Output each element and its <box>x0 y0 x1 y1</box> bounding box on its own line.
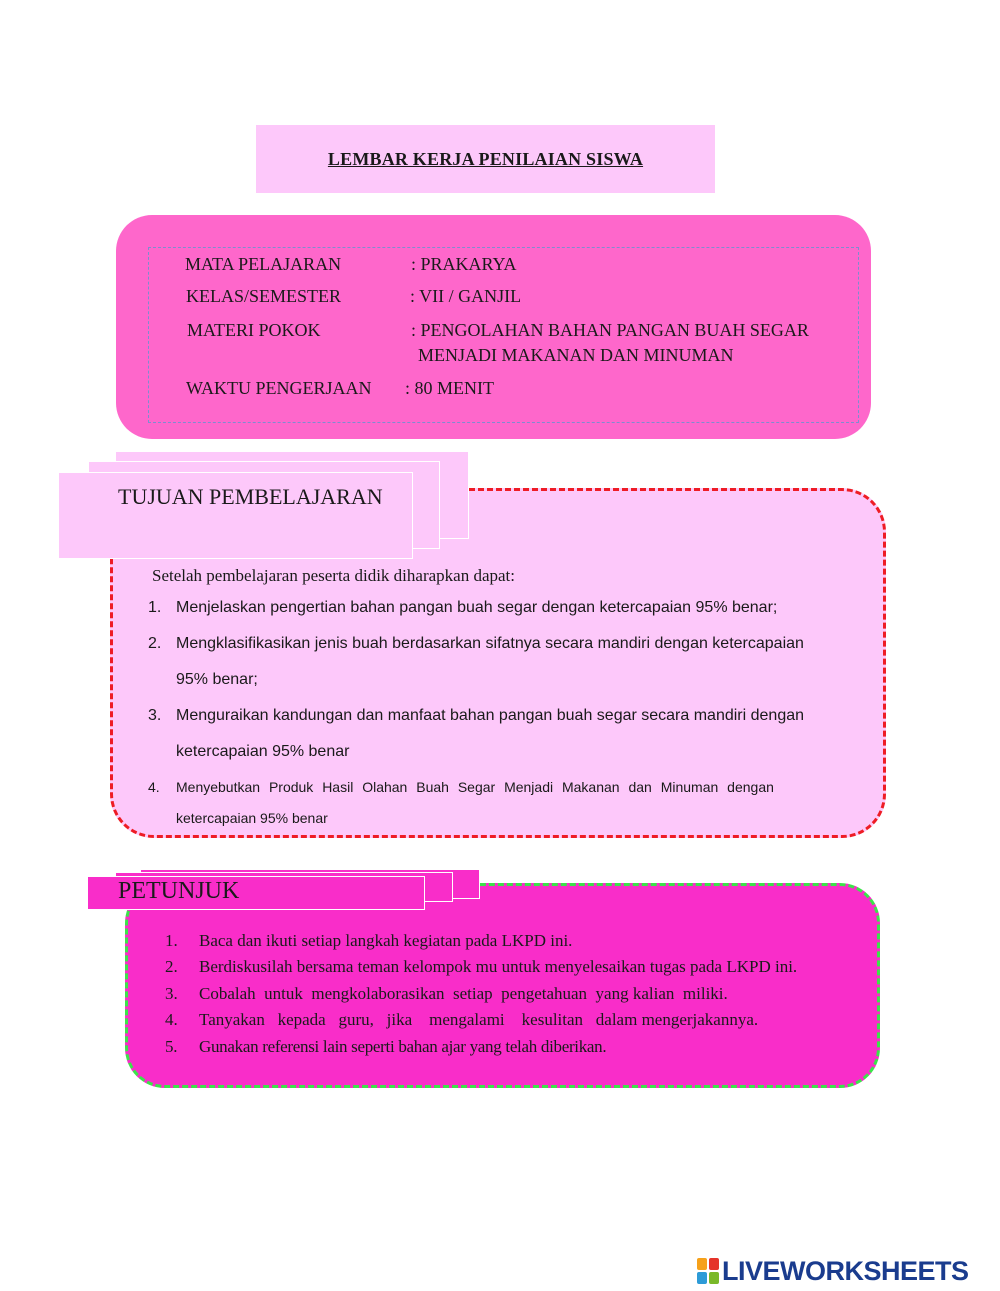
objectives-heading: TUJUAN PEMBELAJARAN <box>118 484 383 509</box>
logo-text: LIVEWORKSHEETS <box>722 1255 969 1286</box>
info-value: : PENGOLAHAN BAHAN PANGAN BUAH SEGAR <box>411 320 809 340</box>
list-text-continued: ketercapaian 95% benar <box>176 743 350 760</box>
liveworksheets-logo[interactable] <box>697 1256 969 1286</box>
list-number: 1. <box>165 931 178 950</box>
list-number: 3. <box>148 707 162 724</box>
list-number: 3. <box>165 984 178 1003</box>
info-value: : PRAKARYA <box>411 254 517 274</box>
list-text: Gunakan referensi lain seperti bahan ajar yang telah diberikan. <box>199 1037 607 1056</box>
list-text: Mengklasifikasikan jenis buah berdasarkan sifatnya secara mandiri dengan ketercapaian <box>176 635 804 652</box>
objectives-intro: Setelah pembelajaran peserta didik diharapkan dapat: <box>152 566 515 585</box>
info-value: : VII / GANJIL <box>410 286 522 306</box>
list-number: 2. <box>148 635 162 652</box>
list-text-continued: 95% benar; <box>176 671 258 688</box>
info-label: KELAS/SEMESTER <box>186 286 342 306</box>
list-number: 2. <box>165 957 178 976</box>
list-text: Menguraikan kandungan dan manfaat bahan pangan buah segar secara mandiri dengan <box>176 707 805 724</box>
info-value: : 80 MENIT <box>405 378 494 398</box>
info-label: MATERI POKOK <box>187 320 321 340</box>
instructions-heading: PETUNJUK <box>118 878 240 904</box>
list-text: Berdiskusilah bersama teman kelompok mu untuk menyelesaikan tugas pada LKPD ini. <box>199 957 798 976</box>
list-text: Tanyakan kepada guru, jika mengalami kesulitan dalam mengerjakannya. <box>199 1010 759 1029</box>
list-text: Baca dan ikuti setiap langkah kegiatan pada LKPD ini. <box>199 931 573 950</box>
list-text: Menjelaskan pengertian bahan pangan buah segar dengan ketercapaian 95% benar; <box>176 599 778 616</box>
info-label: WAKTU PENGERJAAN <box>186 378 372 398</box>
list-text: Cobalah untuk mengkolaborasikan setiap pengetahuan yang kalian miliki. <box>199 984 728 1003</box>
list-text: Menyebutkan Produk Hasil Olahan Buah Segar Menjadi Makanan dan Minuman dengan <box>176 779 774 795</box>
info-label: MATA PELAJARAN <box>185 254 342 274</box>
logo-mark-icon <box>697 1258 719 1284</box>
list-text-continued: ketercapaian 95% benar <box>176 810 328 826</box>
list-number: 4. <box>165 1010 178 1029</box>
page-title: LEMBAR KERJA PENILAIAN SISWA <box>327 148 644 169</box>
info-value-continued: MENJADI MAKANAN DAN MINUMAN <box>418 345 734 365</box>
list-number: 5. <box>165 1037 178 1056</box>
title-banner <box>256 125 715 193</box>
list-number: 4. <box>148 779 160 795</box>
list-number: 1. <box>148 599 162 616</box>
